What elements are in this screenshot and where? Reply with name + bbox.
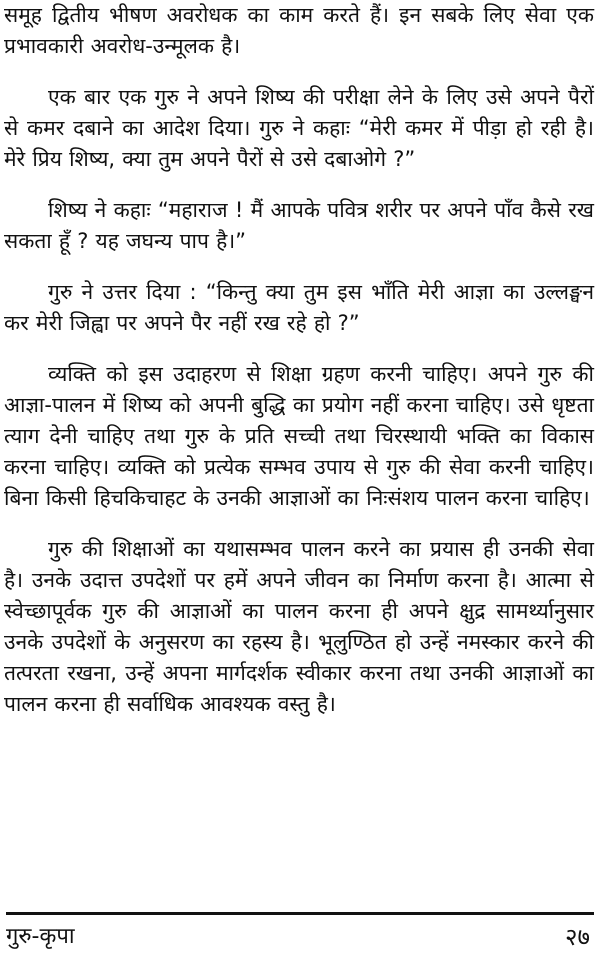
page-number: २७ (565, 923, 590, 951)
paragraph-disciple-reply: शिष्य ने कहाः “महाराज ! मैं आपके पवित्र शरीर पर अपने पाँव कैसे रख सकता हूँ ? यह जघन्य पाप है।” (4, 198, 594, 253)
paragraph-continued: समूह द्वितीय भीषण अवरोधक का काम करते हैं। इन सबके लिए सेवा एक प्रभावकारी अवरोध-उन्मूलक है। (4, 3, 594, 58)
paragraph-guru-test: एक बार एक गुरु ने अपने शिष्य की परीक्षा लेने के लिए उसे अपने पैरों से कमर दबाने का आदेश दिया। गुरु ने कहाः “मेरी कमर में पीड़ा हो रही है। मेरे प्रिय शिष्य, क्या तुम अपने पैरों से उसे दबाओगे ?” (4, 85, 594, 171)
body-text (4, 0, 594, 910)
footer-rule (6, 912, 594, 915)
paragraph-lesson: व्यक्ति को इस उदाहरण से शिक्षा ग्रहण करनी चाहिए। अपने गुरु की आज्ञा-पालन में शिष्य को अपनी बुद्धि का प्रयोग नहीं करना चाहिए। उसे धृष्टता त्याग देनी चाहिए तथा गुरु के प्रति सच्ची तथा चिरस्थायी भक्ति का विकास करना चाहिए। व्यक्ति को प्रत्येक सम्भव उपाय से गुरु की सेवा करनी चाहिए। बिना किसी हिचकिचाहट के उनकी आज्ञाओं का निःसंशय पालन करना चाहिए। (4, 362, 594, 510)
book-page (4, 0, 596, 958)
paragraph-service: गुरु की शिक्षाओं का यथासम्भव पालन करने का प्रयास ही उनकी सेवा है। उनके उदात्त उपदेशों पर हमें अपने जीवन का निर्माण करना है। आत्मा से स्वेच्छापूर्वक गुरु की आज्ञाओं का पालन करना ही अपने क्षुद्र सामर्थ्यानुसार उनके उपदेशों के अनुसरण का रहस्य है। भूलुण्ठित हो उन्हें नमस्कार करने की तत्परता रखना, उन्हें अपना मार्गदर्शक स्वीकार करना तथा उनकी आज्ञाओं का पालन करना ही सर्वाधिक आवश्यक वस्तु है। (4, 537, 594, 716)
footer-book-title: गुरु-कृपा (6, 924, 75, 949)
paragraph-guru-answer: गुरु ने उत्तर दिया : “किन्तु क्या तुम इस भाँति मेरी आज्ञा का उल्लङ्घन कर मेरी जिह्वा पर अपने पैर नहीं रख रहे हो ?” (4, 280, 594, 335)
